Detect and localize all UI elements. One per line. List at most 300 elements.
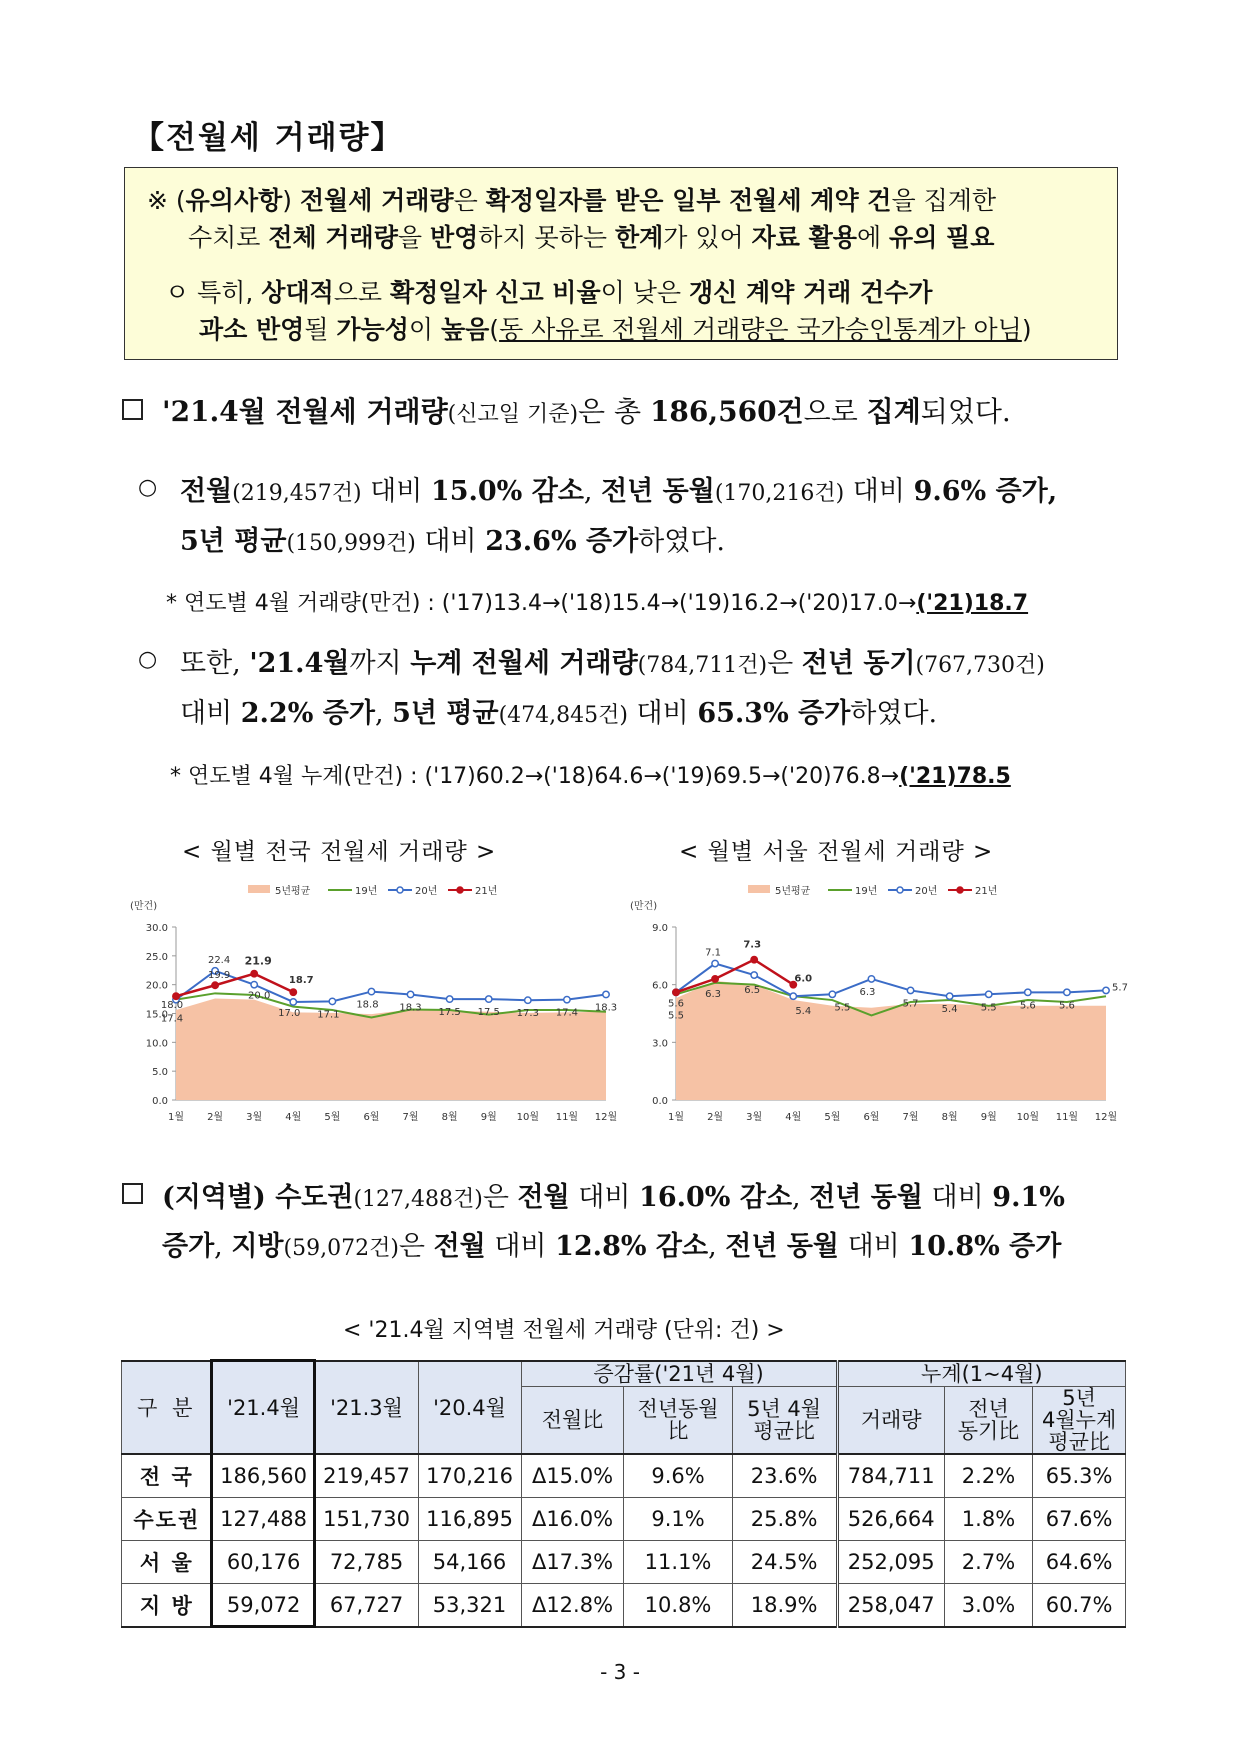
series-line-2020 [176, 971, 606, 1002]
notice-text: 수치로 [188, 223, 269, 252]
notice-underline: 동 사유로 전월세 거래량은 국가승인통계가 아님 [499, 315, 1022, 344]
p4-emph: 전월 [517, 1182, 570, 1213]
table-cell: 2.2% [944, 1454, 1033, 1498]
data-label: 17.5 [438, 1007, 461, 1019]
paragraph-regional-line-1 [162, 1175, 1065, 1214]
data-point [212, 982, 218, 988]
chart-seoul [628, 875, 1128, 1139]
paragraph-cumulative-line-2 [180, 691, 937, 730]
y-axis-label: (만건) [630, 901, 658, 912]
data-label: 18.3 [594, 1002, 618, 1014]
header-rate-5yr [732, 1387, 837, 1455]
x-tick-label: 5월 [824, 1112, 841, 1123]
y-tick-label: 0.0 [152, 1096, 168, 1107]
header-month-2103: '21.3월 [315, 1361, 418, 1454]
table-cell: 60,176 [212, 1541, 315, 1584]
data-label: 18.3 [399, 1002, 422, 1014]
row-label: 수도권 [122, 1498, 213, 1541]
x-tick-label: 1월 [167, 1112, 185, 1123]
data-point [1064, 989, 1070, 995]
table-cell: 24.5% [732, 1541, 837, 1584]
p3-text: 까지 [349, 648, 411, 679]
table-cell: 18.9% [732, 1584, 837, 1628]
data-point [829, 991, 835, 997]
data-label: 5.7 [902, 998, 919, 1010]
header-cumulative-group: 누계(1~4월) [837, 1361, 1125, 1387]
p1-text: 되었다. [920, 395, 1011, 428]
section-title: 【전월세 거래량】 [133, 120, 404, 156]
table-cell: 72,785 [315, 1541, 418, 1584]
header-text: 5년 4월 [747, 1397, 822, 1421]
y-tick-label: 10.0 [145, 1038, 168, 1050]
p2-emph: 전월 [180, 476, 233, 507]
data-point [525, 997, 531, 1003]
legend-label: 19년 [855, 886, 878, 897]
data-label: 18.8 [356, 999, 379, 1011]
table-cell: 25.8% [732, 1498, 837, 1541]
p3-emph: 누계 전월세 거래량 [410, 648, 638, 679]
data-label: 17.5 [477, 1007, 500, 1019]
data-point [751, 972, 757, 978]
p4-text: 은 [482, 1182, 518, 1213]
header-text: 평균比 [1048, 1430, 1110, 1454]
p3-emph: 65.3% 증가 [697, 698, 851, 729]
notice-text: 가 있어 [663, 223, 752, 252]
row-label: 지 방 [122, 1584, 213, 1628]
header-text: 4월누계 [1042, 1408, 1117, 1432]
data-point [1025, 989, 1031, 995]
p2-emph: 전년 동월 [601, 476, 715, 507]
data-point [673, 989, 679, 995]
legend-label: 20년 [415, 886, 438, 897]
notice-emph: 유의 필요 [889, 223, 995, 252]
table-row [122, 1454, 1126, 1498]
note-highlight: ('21)78.5 [899, 764, 1011, 789]
x-tick-label: 6월 [863, 1112, 880, 1123]
x-tick-label: 6월 [363, 1112, 380, 1123]
table-cell: 151,730 [315, 1498, 418, 1541]
data-point [173, 993, 179, 999]
chart-national [128, 875, 618, 1139]
table-cell: 116,895 [418, 1498, 521, 1541]
notice-emph: 반영 [429, 223, 479, 252]
circle-bullet-icon: ○ [138, 475, 158, 500]
p4-count: (59,072건) [283, 1236, 399, 1261]
data-label: 18.0 [160, 1000, 184, 1012]
notice-text: 으로 [333, 278, 390, 307]
y-tick-label: 20.0 [145, 980, 168, 992]
legend-marker [457, 887, 463, 893]
legend-marker [897, 887, 903, 893]
table-cell: 258,047 [837, 1584, 944, 1628]
p4-emph: (지역별) [162, 1182, 266, 1213]
data-label: 18.7 [288, 975, 314, 987]
data-label: 6.3 [705, 988, 722, 1000]
p1-emph: 전월세 거래량 [275, 395, 448, 428]
notice-emph: 확정일자를 받은 일부 전월세 계약 건 [485, 186, 892, 215]
data-label: 17.0 [278, 1007, 301, 1019]
table-cell: 219,457 [315, 1454, 418, 1498]
checkbox-square-icon [122, 399, 143, 420]
header-text: 전년 [968, 1397, 1009, 1421]
chart-seoul-svg [628, 875, 1128, 1135]
p3-text: 대비 [180, 698, 241, 729]
x-tick-label: 11월 [1055, 1112, 1079, 1123]
regional-table [121, 1360, 1126, 1628]
x-tick-label: 2월 [207, 1112, 224, 1123]
p1-text: 은 총 [578, 395, 650, 428]
p2-emph: 5년 평균 [180, 526, 287, 557]
table-cell: Δ17.3% [521, 1541, 624, 1584]
p3-emph: 5년 평균 [392, 698, 499, 729]
y-tick-label: 25.0 [145, 951, 168, 963]
y-tick-label: 30.0 [145, 923, 168, 934]
p2-emph: 23.6% 증가 [485, 526, 639, 557]
notice-text: 을 집계한 [891, 186, 997, 215]
legend-label: 21년 [975, 886, 998, 897]
p1-note: (신고일 기준) [447, 402, 579, 427]
note-text: * 연도별 4월 누계(만건) : ('17)60.2→('18)64.6→('19)69.5→('20)76.8→ [170, 764, 900, 789]
p4-emph: 수도권 [265, 1182, 354, 1213]
notice-text: 에 [856, 223, 890, 252]
table-cell: 186,560 [212, 1454, 315, 1498]
note-highlight: ('21)18.7 [916, 591, 1029, 616]
p4-emph: 9.1% [992, 1182, 1065, 1213]
data-point [486, 996, 492, 1002]
data-point [751, 956, 757, 962]
p4-text: 대비 [485, 1231, 556, 1262]
table-cell: Δ12.8% [521, 1584, 624, 1628]
notice-emph: 확정일자 신고 비율 [390, 278, 601, 307]
x-tick-label: 7월 [902, 1112, 919, 1123]
header-cum-prev-year [944, 1387, 1033, 1455]
p3-emph: 2.2% 증가 [240, 698, 375, 729]
data-label: 6.5 [744, 985, 761, 997]
p4-count: (127,488건) [353, 1187, 483, 1212]
data-label: 17.1 [317, 1009, 340, 1021]
data-point [1103, 987, 1109, 993]
p2-count: (170,216건) [714, 481, 845, 506]
x-tick-label: 2월 [707, 1112, 724, 1123]
p2-emph: 9.6% 증가 [913, 476, 1048, 507]
p4-emph: 증가 [162, 1231, 215, 1262]
p2-text: , [583, 476, 602, 507]
table-cell: 2.7% [944, 1541, 1033, 1584]
p4-emph: 전년 동월 [725, 1231, 839, 1262]
notice-emph: 전체 거래량 [268, 223, 398, 252]
p1-total: 186,560건 [649, 395, 804, 428]
legend-marker [397, 887, 403, 893]
y-tick-label: 15.0 [145, 1009, 168, 1021]
data-point [712, 960, 718, 966]
p3-text: , [374, 698, 393, 729]
row-label: 서 울 [122, 1541, 213, 1584]
p4-text: 대비 [922, 1182, 993, 1213]
p3-count: (474,845건) [498, 703, 628, 728]
x-tick-label: 8월 [941, 1112, 958, 1123]
p3-count: (784,711건) [637, 653, 768, 678]
table-row [122, 1584, 1126, 1628]
notice-text: 이 낮은 [600, 278, 689, 307]
p4-emph: 전년 동월 [809, 1182, 923, 1213]
data-point [986, 991, 992, 997]
p4-text: 은 [398, 1231, 434, 1262]
data-point [368, 988, 374, 994]
p4-emph: 12.8% 감소 [555, 1231, 709, 1262]
table-caption: < '21.4월 지역별 전월세 거래량 (단위: 건) > [343, 1318, 785, 1343]
table-cell: Δ15.0% [521, 1454, 624, 1498]
p2-text: 하였다. [638, 526, 726, 557]
table-cell: 67,727 [315, 1584, 418, 1628]
notice-text: ㅇ 특히, [165, 278, 262, 307]
chart-national-svg [128, 875, 618, 1135]
header-month-2004: '20.4월 [418, 1361, 521, 1454]
series-area-5yr-avg [676, 981, 1106, 1100]
data-point [251, 981, 257, 987]
notice-text: 될 [304, 315, 337, 344]
table-cell: 64.6% [1033, 1541, 1126, 1584]
legend-swatch [748, 885, 770, 893]
p2-emph: 15.0% 감소 [430, 476, 584, 507]
notice-text: ) [282, 186, 300, 215]
table-row [122, 1498, 1126, 1541]
x-tick-label: 9월 [980, 1112, 997, 1123]
y-tick-label: 6.0 [652, 980, 668, 992]
data-label: 22.4 [207, 954, 231, 966]
data-point [329, 998, 335, 1004]
notice-text: 하지 못하는 [478, 223, 615, 252]
notice-emph: 유의사항 [185, 186, 283, 215]
y-tick-label: 9.0 [652, 923, 668, 934]
notice-text: 은 [453, 186, 486, 215]
p3-date: '21.4월 [249, 648, 350, 679]
header-text: 5년 [1062, 1386, 1096, 1410]
p4-text: 대비 [569, 1182, 640, 1213]
notice-line-3 [165, 273, 932, 309]
legend-swatch [248, 885, 270, 893]
table-cell: 526,664 [837, 1498, 944, 1541]
notice-text: ( [489, 315, 500, 344]
data-label: 5.6 [1058, 1000, 1075, 1012]
p4-text: , [792, 1182, 810, 1213]
notice-emph: 높음 [440, 315, 490, 344]
data-label: 20.0 [248, 990, 271, 1002]
header-month-2104: '21.4월 [212, 1361, 315, 1454]
data-point [564, 996, 570, 1002]
p2-text: 대비 [361, 476, 431, 507]
y-axis-label: (만건) [130, 901, 158, 912]
header-text: 전년동월 [637, 1397, 719, 1421]
table-cell: 23.6% [732, 1454, 837, 1498]
page-number: - 3 - [600, 1660, 640, 1684]
y-tick-label: 0.0 [652, 1096, 668, 1107]
x-tick-label: 3월 [246, 1112, 263, 1123]
notice-line-2 [188, 218, 994, 254]
data-point [290, 989, 296, 995]
x-tick-label: 8월 [441, 1112, 458, 1123]
data-label: 17.3 [516, 1008, 539, 1020]
x-tick-label: 5월 [324, 1112, 341, 1123]
note-text: * 연도별 4월 거래량(만건) : ('17)13.4→('18)15.4→('19)16.2→('20)17.0→ [166, 591, 917, 616]
x-tick-label: 12월 [1094, 1112, 1118, 1123]
header-rate-prev-year [624, 1387, 732, 1455]
p1-text: 으로 [803, 395, 867, 428]
notice-emph: 가능성 [336, 315, 409, 344]
header-text: 평균比 [753, 1419, 815, 1443]
data-label: 5.5 [980, 1002, 997, 1014]
data-point [868, 976, 874, 982]
p3-count: (767,730건) [915, 653, 1045, 678]
data-label: 6.0 [794, 973, 813, 985]
p3-emph: 전년 동기 [801, 648, 916, 679]
p3-text: 또한, [180, 648, 250, 679]
legend-label: 19년 [355, 886, 378, 897]
notice-text: 을 [397, 223, 430, 252]
table-cell: 9.6% [624, 1454, 732, 1498]
notice-line-1 [147, 181, 996, 217]
p4-emph: 전월 [433, 1231, 486, 1262]
notice-box [124, 167, 1118, 360]
chart-title-seoul: < 월별 서울 전월세 거래량 > [679, 839, 994, 865]
p2-text: , [1047, 476, 1058, 507]
checkbox-square-icon [122, 1183, 143, 1204]
data-label: 5.5 [834, 1002, 851, 1014]
chart-title-national: < 월별 전국 전월세 거래량 > [182, 839, 497, 865]
p1-emph: 집계 [866, 395, 921, 428]
p3-text: 하였다. [850, 698, 938, 729]
data-label: 5.6 [668, 998, 684, 1010]
header-cum-5yr [1033, 1387, 1126, 1455]
data-point [603, 991, 609, 997]
notice-emph: 자료 활용 [751, 223, 857, 252]
p4-emph: 지방 [231, 1231, 284, 1262]
note-april-cumulative [170, 759, 1011, 790]
data-label: 21.9 [244, 954, 272, 968]
data-point [790, 993, 796, 999]
paragraph-regional-line-2 [162, 1224, 1061, 1263]
x-tick-label: 4월 [785, 1112, 802, 1123]
paragraph-monthly-line-2 [180, 519, 725, 558]
legend-label: 5년평균 [275, 886, 311, 897]
x-tick-label: 12월 [594, 1112, 618, 1123]
data-label: 7.3 [743, 939, 762, 951]
note-april-volume [166, 586, 1028, 617]
header-gubun: 구 분 [122, 1361, 213, 1454]
y-tick-label: 5.0 [152, 1067, 168, 1079]
legend-label: 5년평균 [775, 886, 811, 897]
header-rate-group: 증감률('21년 4월) [521, 1361, 837, 1387]
p3-text: 대비 [627, 698, 698, 729]
table-cell: 170,216 [418, 1454, 521, 1498]
paragraph-monthly-line-1 [180, 469, 1057, 508]
p4-emph: 10.8% 증가 [908, 1231, 1062, 1262]
x-tick-label: 1월 [667, 1112, 685, 1123]
data-point [407, 991, 413, 997]
table-cell: 59,072 [212, 1584, 315, 1628]
table-cell: 10.8% [624, 1584, 732, 1628]
notice-emph: 갱신 계약 거래 건수가 [688, 278, 933, 307]
header-text: 동기比 [957, 1419, 1020, 1443]
data-point [290, 999, 296, 1005]
x-tick-label: 7월 [402, 1112, 419, 1123]
x-tick-label: 3월 [746, 1112, 763, 1123]
notice-text: 이 [408, 315, 441, 344]
row-label: 전 국 [122, 1454, 213, 1498]
legend-label: 20년 [915, 886, 938, 897]
p4-text: , [214, 1231, 232, 1262]
data-point [907, 987, 913, 993]
table-cell: 127,488 [212, 1498, 315, 1541]
data-label: 17.4 [160, 1013, 184, 1025]
notice-text: ※ ( [147, 186, 186, 215]
data-label: 5.6 [1019, 1000, 1036, 1012]
table-cell: 54,166 [418, 1541, 521, 1584]
table-cell: 11.1% [624, 1541, 732, 1584]
circle-bullet-icon: ○ [138, 647, 158, 672]
x-tick-label: 11월 [555, 1112, 579, 1123]
notice-emph: 과소 반영 [199, 315, 305, 344]
table-cell: 3.0% [944, 1584, 1033, 1628]
data-point [712, 976, 718, 982]
x-tick-label: 10월 [516, 1112, 540, 1123]
p2-count: (150,999건) [286, 531, 416, 556]
data-label: 5.5 [668, 1010, 684, 1022]
table-cell: 60.7% [1033, 1584, 1126, 1628]
table-cell: 252,095 [837, 1541, 944, 1584]
table-cell: 65.3% [1033, 1454, 1126, 1498]
data-label: 19.9 [207, 970, 231, 982]
p2-count: (219,457건) [232, 481, 362, 506]
data-label: 5.4 [795, 1006, 812, 1018]
header-text: 比 [667, 1419, 689, 1443]
legend-marker [957, 887, 963, 893]
table-row [122, 1541, 1126, 1584]
p3-text: 은 [767, 648, 802, 679]
data-point [946, 993, 952, 999]
y-tick-label: 3.0 [652, 1038, 668, 1050]
notice-emph: 전월세 거래량 [299, 186, 454, 215]
paragraph-cumulative-line-1 [180, 641, 1045, 680]
data-point [251, 971, 257, 977]
notice-line-4 [199, 310, 1032, 346]
header-rate-prev-month: 전월比 [521, 1387, 624, 1455]
data-point [446, 996, 452, 1002]
table-cell: 53,321 [418, 1584, 521, 1628]
notice-text: ) [1021, 315, 1032, 344]
table-cell: 1.8% [944, 1498, 1033, 1541]
table-cell: 9.1% [624, 1498, 732, 1541]
p2-text: 대비 [415, 526, 486, 557]
paragraph-total [162, 390, 1011, 430]
header-cum-volume: 거래량 [837, 1387, 944, 1455]
p1-date: '21.4월 [162, 395, 276, 428]
table-cell: Δ16.0% [521, 1498, 624, 1541]
data-label: 7.1 [705, 947, 722, 959]
data-label: 5.7 [1112, 982, 1128, 994]
x-tick-label: 4월 [285, 1112, 302, 1123]
legend-label: 21년 [475, 886, 498, 897]
x-tick-label: 9월 [480, 1112, 497, 1123]
notice-emph: 상대적 [261, 278, 334, 307]
data-label: 5.4 [941, 1004, 958, 1016]
data-label: 6.3 [859, 986, 876, 998]
notice-emph: 한계 [614, 223, 664, 252]
x-tick-label: 10월 [1016, 1112, 1040, 1123]
p4-text: 대비 [839, 1231, 909, 1262]
table-cell: 67.6% [1033, 1498, 1126, 1541]
p2-text: 대비 [844, 476, 914, 507]
data-label: 17.4 [555, 1007, 579, 1019]
